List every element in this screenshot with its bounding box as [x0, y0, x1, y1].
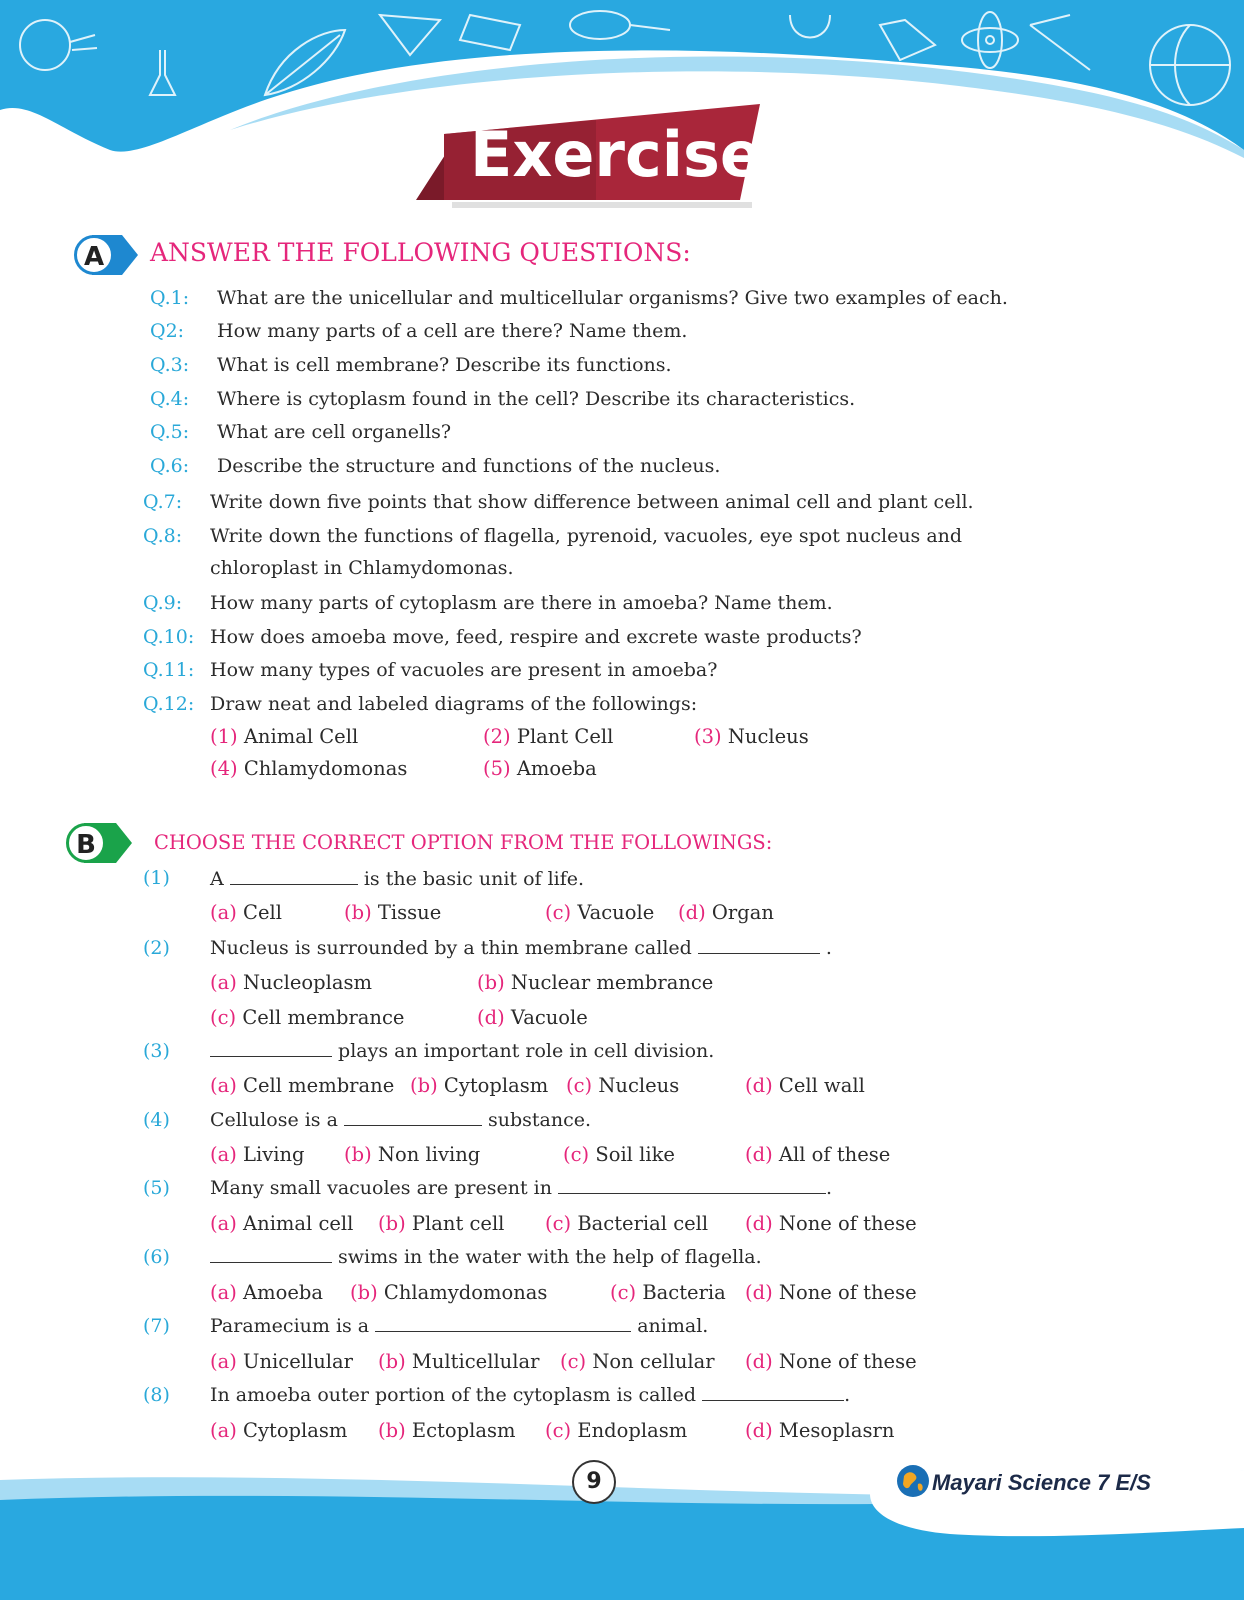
mcq-option: (a) Cytoplasm [210, 1419, 348, 1442]
mcq-option: (d) None of these [745, 1350, 917, 1373]
question-number: Q.3: [150, 354, 190, 376]
mcq-option: (c) Non cellular [560, 1350, 715, 1373]
question-text: How many types of vacuoles are present in amoeba? [210, 659, 718, 681]
mcq-option: (c) Cell membrance [210, 1006, 405, 1029]
mcq-number: (2) [143, 937, 170, 959]
page-title: Exercise [470, 118, 762, 191]
question-text: Write down the functions of flagella, pyrenoid, vacuoles, eye spot nucleus and [210, 525, 963, 547]
mcq-number: (8) [143, 1384, 170, 1406]
question-text: How does amoeba move, feed, respire and excrete waste products? [210, 626, 862, 648]
question-number: Q.6: [150, 455, 190, 477]
question-text: Where is cytoplasm found in the cell? Describe its characteristics. [217, 388, 856, 410]
mcq-question: Paramecium is a animal. [210, 1315, 709, 1337]
diagram-item: (5) Amoeba [483, 757, 597, 780]
mcq-question: In amoeba outer portion of the cytoplasm is called . [210, 1384, 851, 1406]
mcq-option: (d) None of these [745, 1212, 917, 1235]
mcq-option: (b) Cytoplasm [410, 1074, 549, 1097]
mcq-option: (b) Nuclear membrance [477, 971, 714, 994]
question-number: Q.7: [143, 491, 183, 513]
question-text: How many parts of a cell are there? Name them. [217, 320, 688, 342]
diagram-item: (3) Nucleus [694, 725, 809, 748]
mcq-option: (a) Amoeba [210, 1281, 324, 1304]
mcq-option: (d) Vacuole [477, 1006, 588, 1029]
page-number: 9 [572, 1460, 616, 1504]
diagram-item: (1) Animal Cell [210, 725, 359, 748]
mcq-option: (c) Bacterial cell [545, 1212, 709, 1235]
question-number: Q.4: [150, 388, 190, 410]
diagram-item: (4) Chlamydomonas [210, 757, 408, 780]
mcq-option: (d) Organ [678, 901, 774, 924]
question-text: Describe the structure and functions of the nucleus. [217, 455, 721, 477]
mcq-question: Many small vacuoles are present in . [210, 1177, 833, 1199]
mcq-option: (a) Animal cell [210, 1212, 354, 1235]
question-number: Q.1: [150, 287, 190, 309]
question-text-continued: chloroplast in Chlamydomonas. [210, 557, 514, 579]
mcq-option: (b) Plant cell [378, 1212, 505, 1235]
mcq-option: (d) Cell wall [745, 1074, 865, 1097]
mcq-option: (a) Living [210, 1143, 305, 1166]
mcq-question: swims in the water with the help of flagella. [210, 1241, 762, 1273]
brand-name: Mayari Science 7 E/S [932, 1470, 1151, 1495]
section-b-title: CHOOSE THE CORRECT OPTION FROM THE FOLLOWINGS: [154, 831, 773, 854]
globe-logo-icon [896, 1464, 930, 1498]
mcq-option: (d) All of these [745, 1143, 891, 1166]
mcq-option: (a) Unicellular [210, 1350, 353, 1373]
mcq-option: (a) Cell membrane [210, 1074, 395, 1097]
mcq-option: (c) Vacuole [545, 901, 655, 924]
mcq-number: (4) [143, 1109, 170, 1131]
mcq-number: (5) [143, 1177, 170, 1199]
mcq-option: (d) Mesoplasrn [745, 1419, 895, 1442]
question-text: Write down five points that show difference between animal cell and plant cell. [210, 491, 974, 513]
mcq-option: (b) Ectoplasm [378, 1419, 516, 1442]
question-text: What is cell membrane? Describe its functions. [217, 354, 672, 376]
question-number: Q.9: [143, 592, 183, 614]
mcq-option: (c) Endoplasm [545, 1419, 688, 1442]
mcq-option: (c) Soil like [563, 1143, 675, 1166]
question-number: Q2: [150, 320, 185, 342]
mcq-option: (d) None of these [745, 1281, 917, 1304]
mcq-option: (c) Nucleus [566, 1074, 680, 1097]
section-a-title: ANSWER THE FOLLOWING QUESTIONS: [150, 238, 691, 267]
question-number: Q.5: [150, 421, 190, 443]
question-number: Q.11: [143, 659, 195, 681]
question-number: Q.12: [143, 693, 195, 715]
mcq-number: (1) [143, 867, 170, 889]
question-text: How many parts of cytoplasm are there in amoeba? Name them. [210, 592, 833, 614]
question-text: What are cell organells? [217, 421, 452, 443]
mcq-number: (3) [143, 1040, 170, 1062]
mcq-option: (a) Cell [210, 901, 282, 924]
mcq-question: Cellulose is a substance. [210, 1109, 592, 1131]
mcq-number: (6) [143, 1246, 170, 1268]
mcq-question: A is the basic unit of life. [210, 868, 585, 890]
mcq-question: Nucleus is surrounded by a thin membrane called . [210, 937, 832, 959]
diagram-item: (2) Plant Cell [483, 725, 614, 748]
mcq-option: (a) Nucleoplasm [210, 971, 372, 994]
section-a-badge: A [74, 235, 114, 275]
mcq-question: plays an important role in cell division. [210, 1035, 714, 1067]
section-b-badge: B [66, 823, 106, 863]
question-text: What are the unicellular and multicellular organisms? Give two examples of each. [217, 287, 1008, 309]
mcq-option: (b) Tissue [344, 901, 442, 924]
question-number: Q.8: [143, 525, 183, 547]
mcq-number: (7) [143, 1315, 170, 1337]
mcq-option: (b) Non living [344, 1143, 481, 1166]
mcq-option: (b) Multicellular [378, 1350, 540, 1373]
mcq-option: (c) Bacteria [610, 1281, 726, 1304]
question-text: Draw neat and labeled diagrams of the followings: [210, 693, 698, 715]
question-number: Q.10: [143, 626, 195, 648]
mcq-option: (b) Chlamydomonas [350, 1281, 548, 1304]
